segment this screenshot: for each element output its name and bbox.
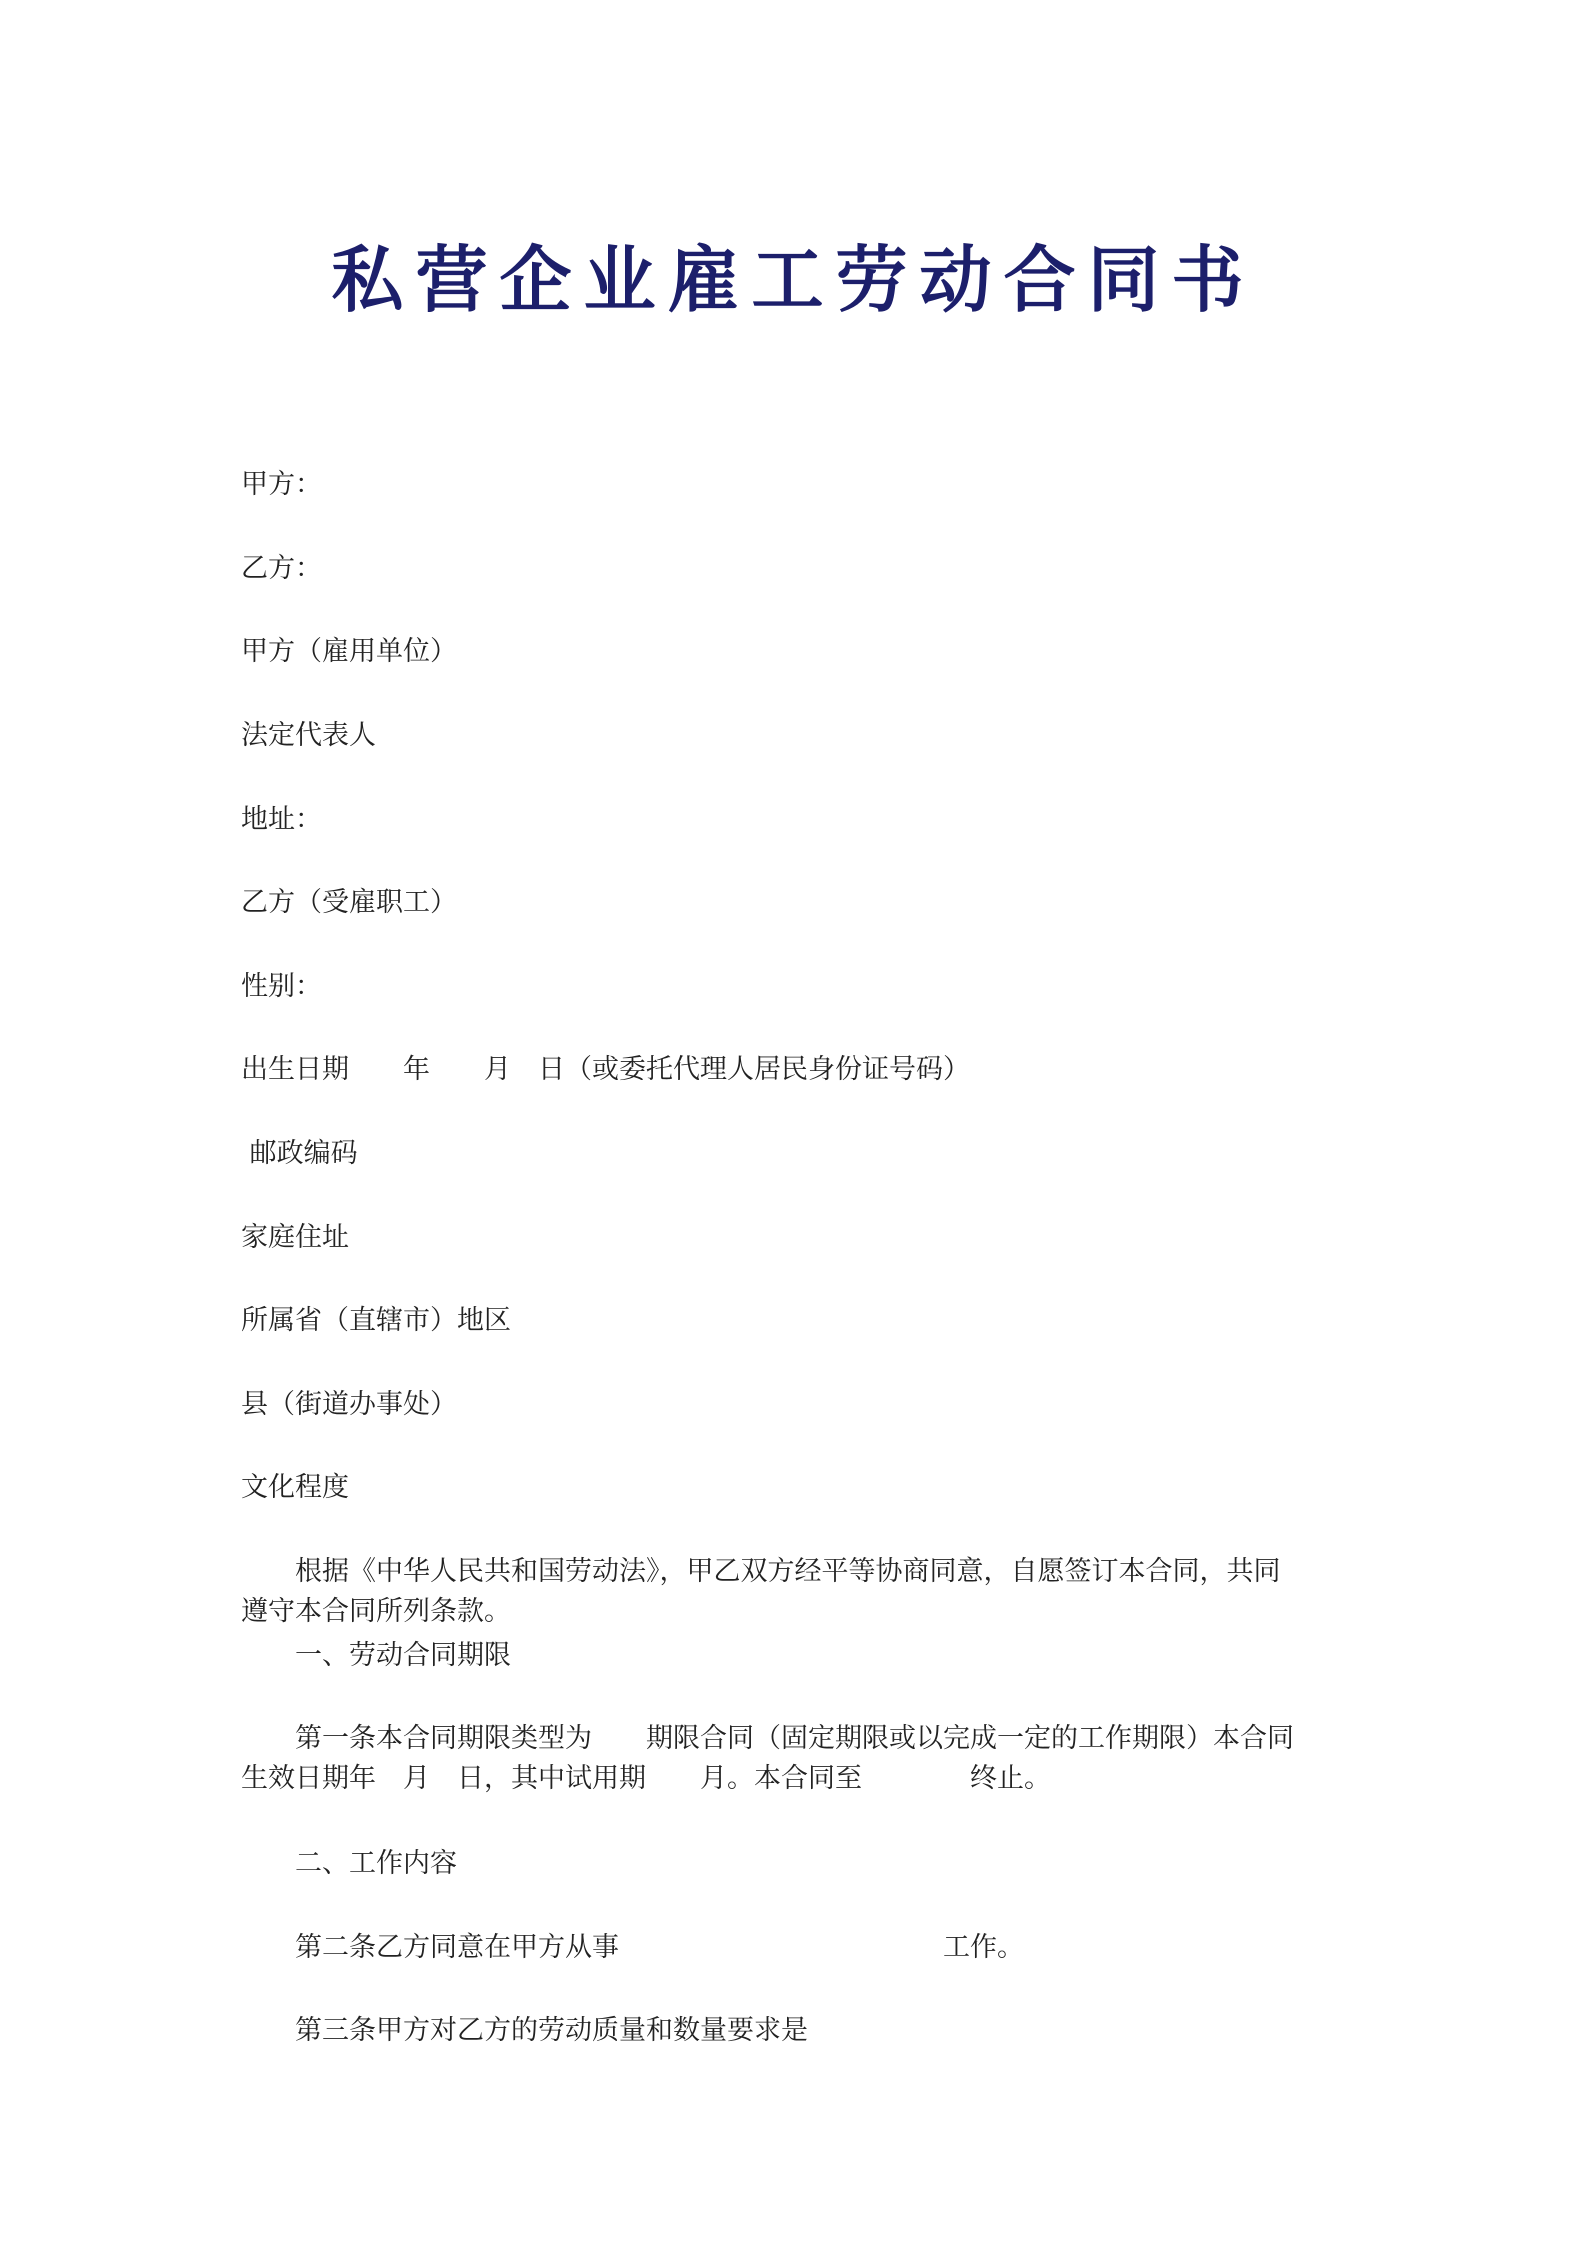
field-party-a: 甲方： <box>241 469 322 500</box>
article-3: 第三条甲方对乙方的劳动质量和数量要求是 <box>241 2015 808 2046</box>
preamble-line-2: 遵守本合同所列条款。 <box>241 1596 511 1627</box>
section-1-heading: 一、劳动合同期限 <box>241 1640 511 1671</box>
field-gender: 性别： <box>241 971 322 1002</box>
field-postal-code: 邮政编码 <box>241 1138 358 1169</box>
field-party-b: 乙方： <box>241 553 322 584</box>
field-address: 地址： <box>241 804 322 835</box>
field-birth-date: 出生日期 年 月 日（或委托代理人居民身份证号码） <box>241 1054 970 1085</box>
field-legal-representative: 法定代表人 <box>241 720 376 751</box>
article-1-line-2: 生效日期年 月 日，其中试用期 月。本合同至 终止。 <box>241 1763 1051 1794</box>
document-title: 私营企业雇工劳动合同书 <box>331 238 1256 322</box>
section-2-heading: 二、工作内容 <box>241 1848 457 1879</box>
field-education: 文化程度 <box>241 1472 349 1503</box>
field-province: 所属省（直辖市）地区 <box>241 1305 511 1336</box>
field-employee: 乙方（受雇职工） <box>241 887 457 918</box>
field-county: 县（街道办事处） <box>241 1389 457 1420</box>
article-1-paragraph <box>241 1719 1351 1799</box>
field-employer: 甲方（雇用单位） <box>241 636 457 667</box>
article-2: 第二条乙方同意在甲方从事 工作。 <box>241 1932 1024 1963</box>
preamble-paragraph <box>241 1552 1351 1632</box>
field-home-address: 家庭住址 <box>241 1222 349 1253</box>
preamble-line-1: 根据《中华人民共和国劳动法》，甲乙双方经平等协商同意，自愿签订本合同，共同 <box>241 1556 1281 1587</box>
article-1-line-1: 第一条本合同期限类型为 期限合同（固定期限或以完成一定的工作期限）本合同 <box>241 1723 1294 1754</box>
